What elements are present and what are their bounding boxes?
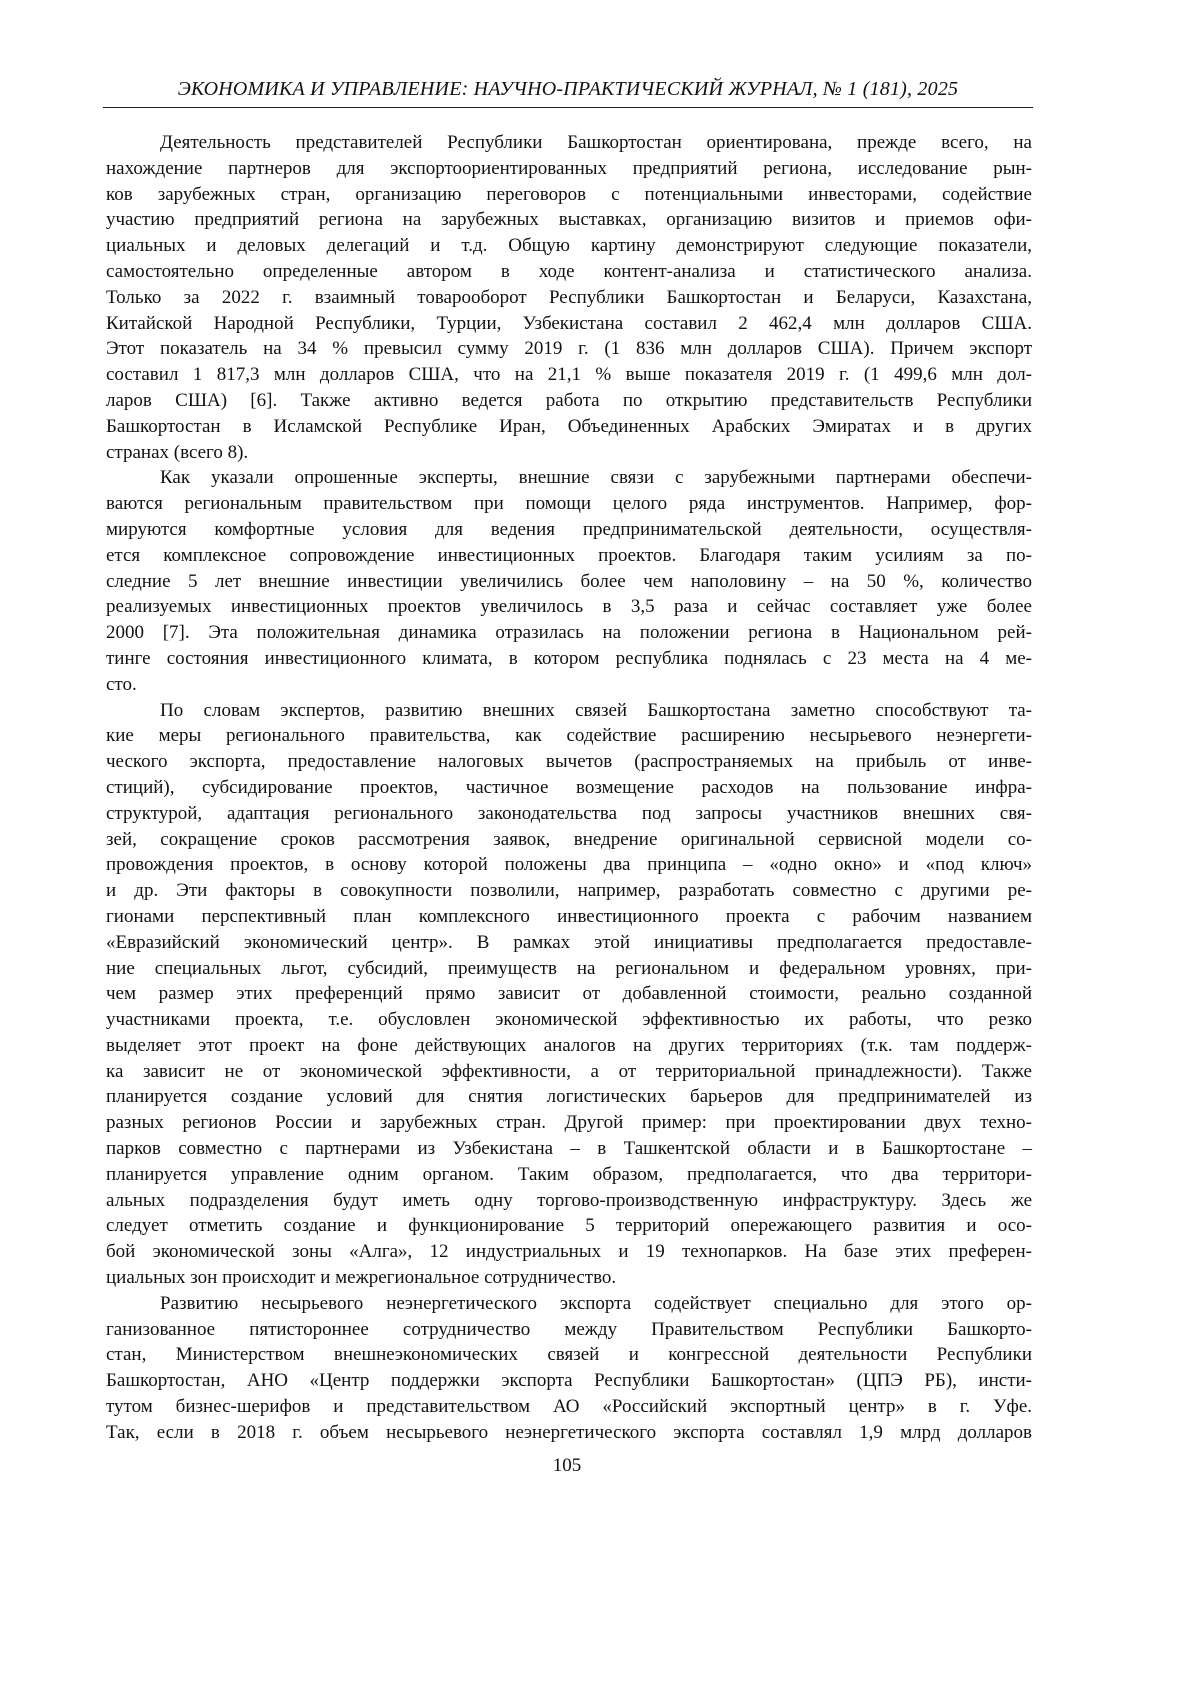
text-line: сто. [106, 673, 137, 695]
paragraph [106, 698, 1032, 1291]
text-line: планируется управление одним органом. Таким образом, предполагается, что два территори- [106, 1163, 1032, 1185]
text-line: Только за 2022 г. взаимный товарооборот Республики Башкортостан и Беларуси, Казахстана, [106, 286, 1032, 308]
text-line: ние специальных льгот, субсидий, преимуществ на региональном и федеральном уровнях, при- [106, 957, 1032, 979]
text-line: реализуемых инвестиционных проектов увеличилось в 3,5 раза и сейчас составляет уже более [106, 596, 1032, 618]
text-line: Развитию несырьевого неэнергетического экспорта содействует специально для этого ор- [160, 1292, 1032, 1314]
text-line: ганизованное пятистороннее сотрудничество между Правительством Республики Башкорто- [106, 1318, 1032, 1340]
paragraph [106, 130, 1032, 465]
text-line: следует отметить создание и функционирование 5 территорий опережающего развития и осо- [106, 1215, 1032, 1237]
text-line: гионами перспективный план комплексного инвестиционного проекта с рабочим названием [106, 905, 1032, 927]
text-line: ка зависит не от экономической эффективности, а от территориальной принадлежности). Также [106, 1060, 1032, 1082]
text-line: альных подразделения будут иметь одну торгово-производственную инфраструктуру. Здесь же [106, 1189, 1032, 1211]
page-number: 105 [552, 1455, 582, 1476]
text-line: планируется создание условий для снятия логистических барьеров для предпринимателей из [106, 1086, 1032, 1108]
text-line: Китайской Народной Республики, Турции, Узбекистана составил 2 462,4 млн долларов США. [106, 312, 1032, 334]
text-line: Деятельность представителей Республики Башкортостан ориентирована, прежде всего, на [160, 132, 1032, 153]
text-line: По словам экспертов, развитию внешних связей Башкортостана заметно способствуют та- [160, 699, 1032, 721]
text-line: выделяет этот проект на фоне действующих аналогов на других территориях (т.к. там поддерж- [106, 1034, 1032, 1056]
text-line: зей, сокращение сроков рассмотрения заявок, внедрение оригинальной сервисной модели со- [106, 828, 1032, 850]
paragraph [106, 465, 1032, 697]
text-line: ется комплексное сопровождение инвестиционных проектов. Благодаря таким усилиям за по- [106, 544, 1032, 566]
text-line: Башкортостан, АНО «Центр поддержки экспорта Республики Башкортостан» (ЦПЭ РБ), инсти- [106, 1370, 1032, 1392]
text-line: «Евразийский экономический центр». В рамках этой инициативы предполагается предоставле- [106, 931, 1032, 953]
text-line: циальных и деловых делегаций и т.д. Общую картину демонстрируют следующие показатели, [106, 235, 1032, 257]
article-body [106, 130, 1032, 1446]
text-line: разных регионов России и зарубежных стран. Другой пример: при проектировании двух техно- [106, 1112, 1032, 1134]
text-line: ческого экспорта, предоставление налоговых вычетов (распространяемых на прибыль от инве- [106, 751, 1032, 773]
text-line: ков зарубежных стран, организацию переговоров с потенциальными инвесторами, содействие [106, 183, 1032, 205]
text-line: Башкортостан в Исламской Республике Иран, Объединенных Арабских Эмиратах и в других [106, 415, 1032, 437]
text-line: 2000 [7]. Эта положительная динамика отразилась на положении региона в Национальном рей- [106, 622, 1032, 644]
text-line: чем размер этих преференций прямо зависит от добавленной стоимости, реально созданной [106, 983, 1032, 1005]
text-line: следние 5 лет внешние инвестиции увеличились более чем наполовину – на 50 %, количество [106, 570, 1032, 592]
text-line: составил 1 817,3 млн долларов США, что на 21,1 % выше показателя 2019 г. (1 499,6 млн дол- [106, 364, 1032, 386]
text-line: провождения проектов, в основу которой положены два принципа – «одно окно» и «под ключ» [106, 854, 1032, 876]
text-line: Так, если в 2018 г. объем несырьевого неэнергетического экспорта составлял 1,9 млрд долларов [106, 1421, 1032, 1443]
text-line: тинге состояния инвестиционного климата, в котором республика поднялась с 23 места на 4 ме- [106, 647, 1032, 669]
text-line: участию предприятий региона на зарубежных выставках, организацию визитов и приемов офи- [106, 209, 1032, 231]
text-line: Этот показатель на 34 % превысил сумму 2019 г. (1 836 млн долларов США). Причем экспорт [106, 338, 1032, 360]
text-line: структурой, адаптация регионального законодательства под запросы участников внешних свя- [106, 802, 1032, 824]
text-line: циальных зон происходит и межрегиональное сотрудничество. [106, 1267, 617, 1289]
text-line: Как указали опрошенные эксперты, внешние связи с зарубежными партнерами обеспечи- [160, 467, 1032, 489]
text-line: нахождение партнеров для экспортоориентированных предприятий региона, исследование рын- [106, 157, 1032, 179]
text-line: странах (всего 8). [106, 441, 249, 463]
text-line: стан, Министерством внешнеэкономических связей и конгрессной деятельности Республики [106, 1344, 1032, 1366]
header-rule [103, 107, 1033, 108]
text-line: тутом бизнес-шерифов и представительством АО «Российский экспортный центр» в г. Уфе. [106, 1396, 1032, 1418]
text-line: ваются региональным правительством при помощи целого ряда инструментов. Например, фор- [106, 493, 1032, 515]
text-line: мируются комфортные условия для ведения предпринимательской деятельности, осуществля- [106, 518, 1032, 540]
text-line: бой экономической зоны «Алга», 12 индустриальных и 19 технопарков. На базе этих преферен- [106, 1241, 1032, 1263]
running-header: ЭКОНОМИКА И УПРАВЛЕНИЕ: НАУЧНО-ПРАКТИЧЕСКИЙ ЖУРНАЛ, № 1 (181), 2025 [177, 78, 959, 100]
text-line: и др. Эти факторы в совокупности позволили, например, разработать совместно с другими ре- [106, 880, 1032, 902]
text-line: стиций), субсидирование проектов, частичное возмещение расходов на пользование инфра- [106, 776, 1032, 798]
text-line: ларов США) [6]. Также активно ведется работа по открытию представительств Республики [106, 389, 1032, 411]
paragraph [106, 1291, 1032, 1446]
text-line: участниками проекта, т.е. обусловлен экономической эффективностью их работы, что резко [106, 1009, 1032, 1031]
text-line: кие меры регионального правительства, как содействие расширению несырьевого неэнергети- [106, 725, 1032, 747]
text-line: парков совместно с партнерами из Узбекистана – в Ташкентской области и в Башкортостане – [106, 1138, 1032, 1160]
text-line: самостоятельно определенные автором в ходе контент-анализа и статистического анализа. [106, 260, 1032, 282]
